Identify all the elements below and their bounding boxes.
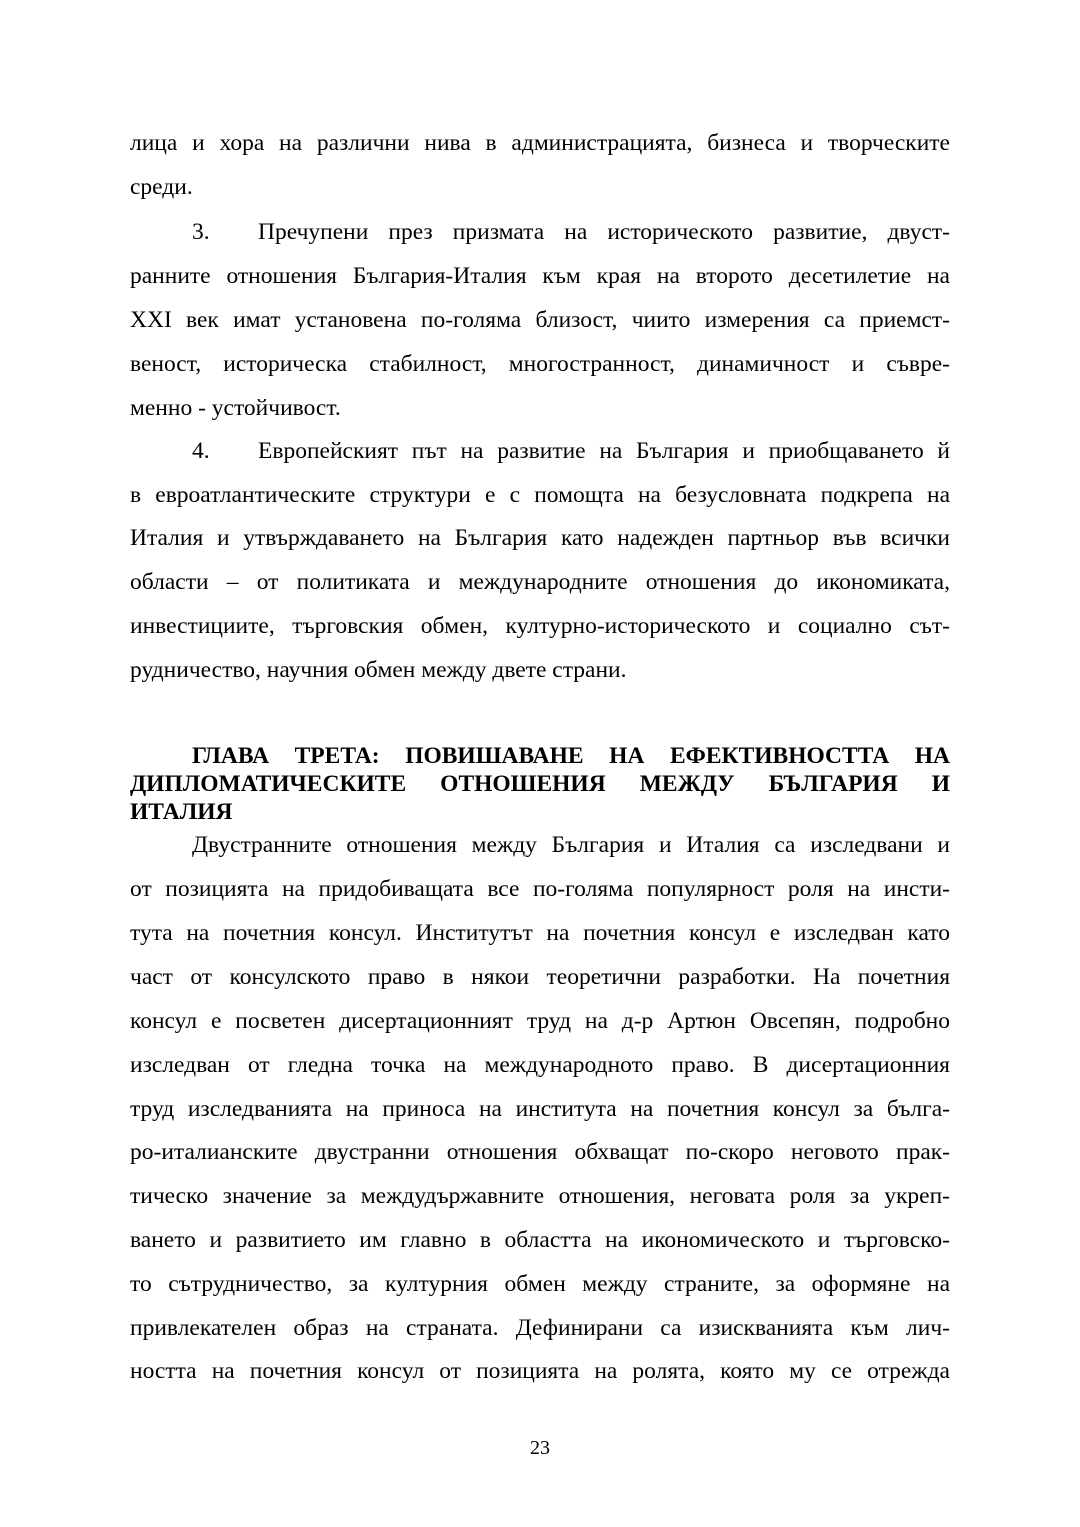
- chapter-paragraph-line-11: то сътрудничество, за културния обмен между страните, за оформяне на: [130, 1271, 950, 1297]
- chapter-paragraph-line-2: от позицията на придобиващата все по-голяма популярност роля на инсти-: [130, 876, 950, 902]
- item4-line-4: области – от политиката и международните отношения до икономиката,: [130, 569, 950, 595]
- item3-number: 3.: [192, 219, 210, 245]
- chapter-paragraph-line-9: тическо значение за междудържавните отношения, неговата роля за укреп-: [130, 1183, 950, 1209]
- item3-first-line: [192, 217, 950, 247]
- item3-first-line-text: Пречупени през призмата на историческото развитие, двуст-: [258, 219, 950, 245]
- item4-line-2: в евроатлантическите структури е с помощта на безусловната подкрепа на: [130, 482, 950, 508]
- item3-line-5: менно - устойчивост.: [130, 395, 341, 421]
- item4-line-5: инвестициите, търговския обмен, културно-историческото и социално сът-: [130, 613, 950, 639]
- chapter-paragraph-line-3: тута на почетния консул. Институтът на почетния консул е изследван като: [130, 920, 950, 946]
- chapter-paragraph-line-1: Двустранните отношения между България и Италия са изследвани и: [192, 832, 950, 858]
- chapter-heading-line-2: ДИПЛОМАТИЧЕСКИТЕ ОТНОШЕНИЯ МЕЖДУ БЪЛГАРИЯ И: [130, 771, 950, 797]
- chapter-paragraph-line-13: ността на почетния консул от позицията на ролята, която му се отрежда: [130, 1358, 950, 1384]
- chapter-paragraph-line-8: ро-италианските двустранни отношения обхващат по-скоро неговото прак-: [130, 1139, 950, 1165]
- chapter-heading-line-1: ГЛАВА ТРЕТА: ПОВИШАВАНЕ НА ЕФЕКТИВНОСТТА НА: [192, 743, 950, 769]
- intro-line-2: среди.: [130, 174, 193, 200]
- item4-line-6: рудничество, научния обмен между двете страни.: [130, 657, 627, 683]
- item4-line-3: Италия и утвърждаването на България като надежден партньор във всички: [130, 525, 950, 551]
- item4-first-line-text: Европейският път на развитие на България и приобщаването й: [258, 438, 950, 464]
- page-number: 23: [530, 1437, 550, 1459]
- chapter-paragraph-line-7: труд изследванията на приноса на института на почетния консул за бълга-: [130, 1096, 950, 1122]
- item3-line-4: веност, историческа стабилност, многостранност, динамичност и съвре-: [130, 351, 950, 377]
- item3-line-3: XXI век имат установена по-голяма близост, чиито измерения са приемст-: [130, 307, 950, 333]
- chapter-paragraph-line-5: консул е посветен дисертационният труд на д-р Артюн Овсепян, подробно: [130, 1008, 950, 1034]
- chapter-heading-line-3: ИТАЛИЯ: [130, 799, 233, 825]
- item4-first-line: [192, 436, 950, 466]
- chapter-paragraph-line-12: привлекателен образ на страната. Дефинирани са изискванията към лич-: [130, 1315, 950, 1341]
- item3-line-2: ранните отношения България-Италия към края на второто десетилетие на: [130, 263, 950, 289]
- chapter-paragraph-line-6: изследван от гледна точка на международното право. В дисертационния: [130, 1052, 950, 1078]
- item4-number: 4.: [192, 438, 210, 464]
- chapter-paragraph-line-10: ването и развитието им главно в областта на икономическото и търговско-: [130, 1227, 950, 1253]
- chapter-paragraph-line-4: част от консулското право в някои теоретични разработки. На почетния: [130, 964, 950, 990]
- intro-line-1: лица и хора на различни нива в администрацията, бизнеса и творческите: [130, 130, 950, 156]
